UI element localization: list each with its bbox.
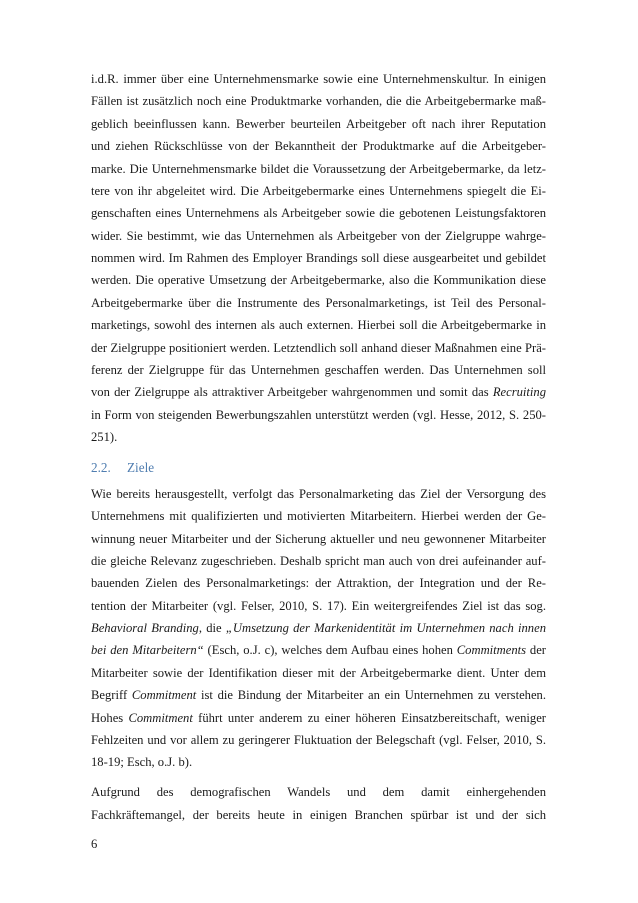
text-line [91,531,546,547]
text-line [91,93,546,109]
text-segment: genschaften eines Unternehmens als Arbeitgeber sowie die gebotenen Leistungsfaktoren [91,206,546,221]
text-line [91,784,546,800]
text-segment: 18-19; Esch, o.J. b). [91,755,193,770]
text-line [91,687,546,703]
italic-term: Commitment [131,688,197,703]
text-line [91,71,546,87]
text-segment: ferenz der Zielgruppe für das Unternehmen geschaffen werden. Das Unternehmen soll [91,362,546,377]
text-segment: (Esch, o.J. c), welches dem Aufbau eines hohen [203,643,457,658]
page-number: 6 [91,837,98,851]
text-line [91,486,546,502]
text-line [91,161,546,177]
text-line [91,575,546,591]
text-line [91,732,546,748]
text-segment: tere von ihr abgeleitet wird. Die Arbeitgebermarke eines Unternehmens spiegelt die Ei- [91,183,546,198]
text-segment: Aufgrund des demografischen Wandels und dem damit einhergehenden [91,785,546,799]
text-line [91,665,546,681]
italic-term: „Umsetzung der Markenidentität im Unternehmen nach innen [225,621,546,636]
text-segment: der Zielgruppe positioniert werden. Letztendlich soll anhand dieser Maßnahmen eine Prä- [91,340,546,355]
text-line [91,138,546,154]
text-segment: ist die Bindung der Mitarbeiter an ein Unternehmen zu verstehen. [196,688,546,703]
section-title: Ziele [127,460,155,475]
text-line [91,205,546,221]
text-segment: Fällen ist zusätzlich noch eine Produktmarke vorhanden, die die Arbeitgebermarke maß- [91,94,546,109]
italic-term: Commitment [128,710,193,725]
italic-term: Recruiting [492,385,546,400]
text-line [91,183,546,199]
text-line [91,384,546,400]
text-line [91,340,546,356]
text-segment: die gleiche Relevanz zugeschrieben. Deshalb spricht man auch von drei aufeinander auf- [91,554,546,569]
text-segment: in Form von steigenden Bewerbungszahlen unterstützt werden (vgl. Hesse, 2012, S. 250- [91,407,546,422]
text-segment: von der Zielgruppe als attraktiver Arbeitgeber wahrgenommen und somit das [91,385,493,400]
text-line [91,362,546,378]
text-line [91,642,546,658]
text-segment: Fehlzeiten und vor allem zu geringerer Fluktuation der Belegschaft (vgl. Felser, 2010, S. [91,732,546,747]
text-segment: Wie bereits herausgestellt, verfolgt das Personalmarketing das Ziel der Versorgung des [91,487,546,501]
text-line [91,272,546,288]
text-line [91,620,546,636]
text-segment: , die [198,621,226,636]
italic-term: Behavioral Branding [91,621,199,636]
text-line [91,598,546,614]
text-segment: Unternehmens mit qualifizierten und motivierten Mitarbeitern. Hierbei werden der Ge- [91,509,546,524]
text-line [91,429,546,445]
text-line [91,250,546,266]
text-segment: führt unter anderem zu einer höheren Einsatzbereitschaft, weniger [192,710,546,725]
text-segment: i.d.R. immer über eine Unternehmensmarke sowie eine Unternehmenskultur. In einigen [91,72,546,86]
text-line [91,407,546,423]
text-line [91,508,546,524]
text-segment: Mitarbeiter sowie der Identifikation dieser mit der Arbeitgebermarke dient. Unter dem [91,665,546,680]
text-line [91,710,546,726]
text-segment: Hohes [91,710,129,725]
text-segment: bauenden Zielen des Personalmarketings: der Attraktion, der Integration und der Re- [91,576,546,591]
text-segment: und ziehen Rückschlüsse von der Bekanntheit der Produktmarke auf die Arbeitgeber- [91,139,546,154]
text-line [91,754,546,770]
text-line [91,553,546,569]
italic-term: Commitments [456,643,527,658]
text-segment: der [526,643,547,658]
section-number: 2.2. [91,460,111,475]
text-segment: wider. Sie bestimmt, wie das Unternehmen als Arbeitgeber von der Zielgruppe wahrge- [91,228,546,243]
text-segment: Begriff [91,688,132,703]
text-segment: nommen wird. Im Rahmen des Employer Brandings soll diese ausgearbeitet und gebildet [91,251,546,266]
text-segment: winnung neuer Mitarbeiter und der Sicherung aktueller und neu gewonnener Mitarbeiter [91,531,546,546]
italic-term: bei den Mitarbeitern“ [91,643,204,658]
text-segment: marketings, sowohl des internen als auch externen. Hierbei soll die Arbeitgebermarke in [91,318,546,333]
text-line [91,317,546,333]
text-line [91,807,546,823]
text-segment: tention der Mitarbeiter (vgl. Felser, 2010, S. 17). Ein weitergreifendes Ziel ist das sog. [91,598,546,613]
text-segment: Fachkräftemangel, der bereits heute in einigen Branchen spürbar ist und der sich [91,808,546,822]
text-segment: werden. Die operative Umsetzung der Arbeitgebermarke, also die Kommunikation diese [91,273,546,288]
text-line [91,116,546,132]
text-segment: geblich beeinflussen kann. Bewerber beurteilen Arbeitgeber oft nach ihrer Reputation [91,116,546,131]
text-line [91,295,546,311]
text-segment: marke. Die Unternehmensmarke bildet die Voraussetzung der Arbeitgebermarke, da letz- [91,161,546,176]
text-segment: Arbeitgebermarke über die Instrumente des Personalmarketings, ist Teil des Personal- [91,295,546,310]
text-segment: 251). [91,430,118,445]
section-heading [91,460,154,476]
text-line [91,228,546,244]
